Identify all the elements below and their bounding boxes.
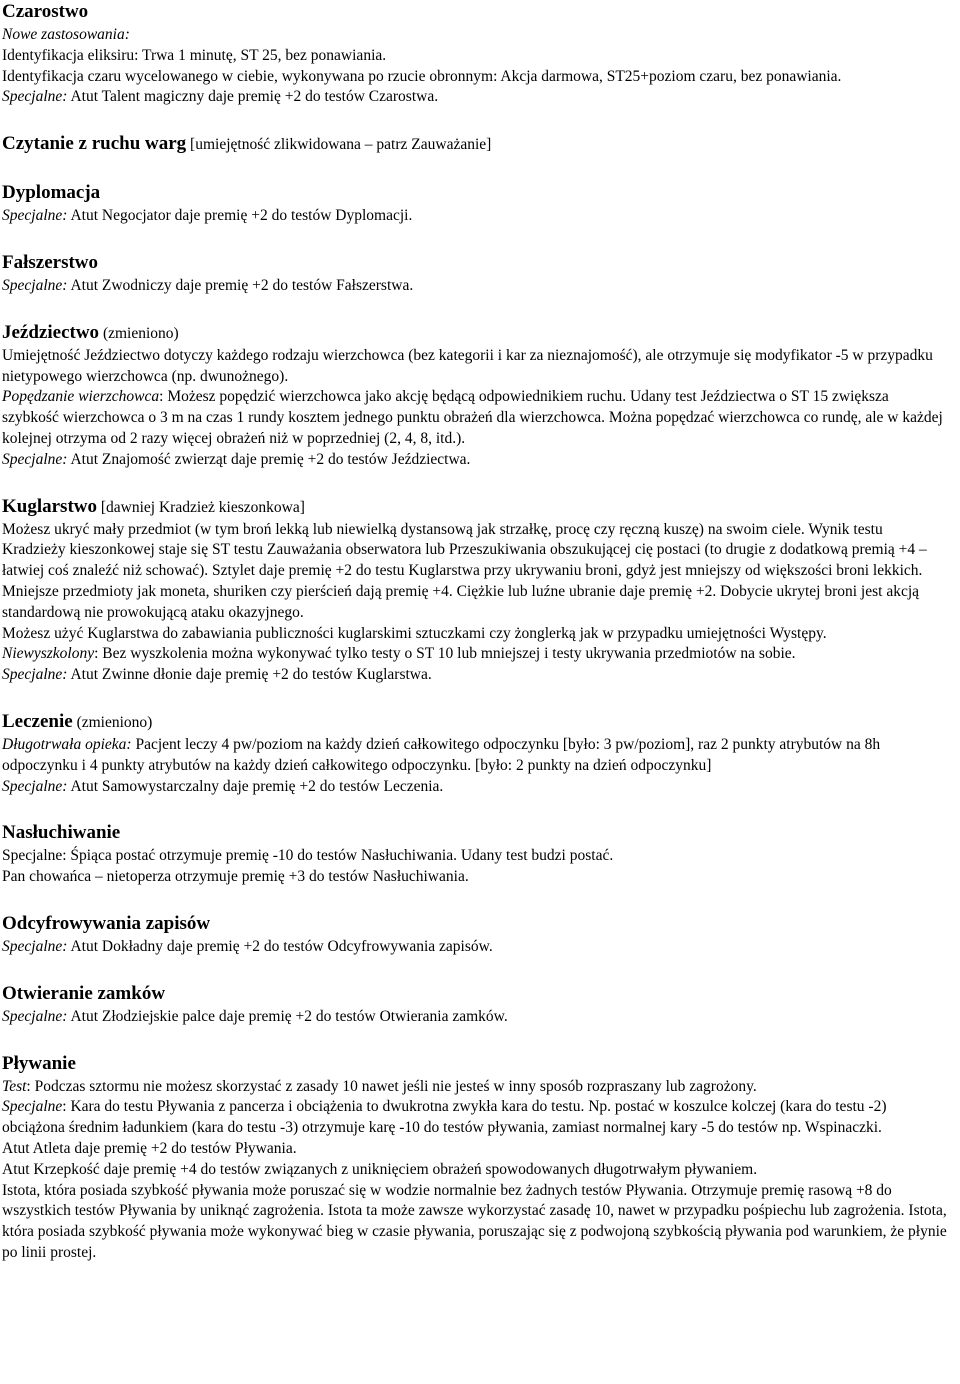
paragraph bbox=[2, 346, 948, 388]
paragraph-text: Atut Samowystarczalny daje premię +2 do testów Leczenia. bbox=[67, 777, 444, 795]
paragraph bbox=[2, 735, 948, 777]
section bbox=[2, 251, 948, 297]
paragraph-label: Test bbox=[2, 1077, 27, 1095]
paragraph bbox=[2, 665, 948, 686]
paragraph bbox=[2, 1097, 948, 1139]
paragraph bbox=[2, 1007, 948, 1028]
section bbox=[2, 321, 948, 471]
paragraph-text: Identyfikacja czaru wycelowanego w ciebie, wykonywana po rzucie obronnym: Akcja darmowa, ST25+poziom czaru, bez ponawiania. bbox=[2, 67, 842, 85]
paragraph bbox=[2, 1077, 948, 1098]
paragraph bbox=[2, 387, 948, 449]
section-heading bbox=[2, 321, 948, 346]
section bbox=[2, 710, 948, 797]
section-title: Czarostwo bbox=[2, 1, 89, 22]
paragraph bbox=[2, 846, 948, 867]
section-heading bbox=[2, 710, 948, 735]
section bbox=[2, 1052, 948, 1264]
section-spacer bbox=[2, 108, 948, 132]
paragraph bbox=[2, 46, 948, 67]
section bbox=[2, 982, 948, 1028]
section-title: Kuglarstwo bbox=[2, 495, 97, 517]
paragraph-text: Atut Zwinne dłonie daje premię +2 do testów Kuglarstwa. bbox=[67, 666, 432, 684]
section bbox=[2, 912, 948, 958]
section-heading bbox=[2, 982, 948, 1007]
section bbox=[2, 181, 948, 227]
paragraph-text: Atut Znajomość zwierząt daje premię +2 do testów Jeździectwa. bbox=[67, 450, 471, 468]
paragraph-text: Istota, która posiada szybkość pływania może poruszać się w wodzie normalnie bez żadnych testów Pływania. Otrzymuje premię rasową +8 do wszystkich testów Pływania by uniknąć zagrożenia. Istota ta może zawsze wykorzystać zasadę 10, nawet w przypadku pośpiechu lub zagrożenia. Istota, która posiada szybkość pływania może wykonywać bieg w czasie pływania, poruszając się z podwojoną szybkością pływania pod warunkiem, że płynie po linii prostej. bbox=[2, 1181, 947, 1261]
section-heading bbox=[2, 495, 948, 520]
section-spacer bbox=[2, 888, 948, 912]
paragraph-text: Możesz ukryć mały przedmiot (w tym broń lekką lub niewielką dystansową jak strzałkę, procę czy ręczną kuszę) na swoim ciele. Wynik testu Kradzieży kieszonkowej staje się ST testu Zauważania obserwatora lub Przeszukiwania obszukującej cię postaci (to drugie z dodatkową premią +4 – łatwiej coś znaleźć niż schować). Sztylet daje premię +2 do testu Kuglarstwa przy ukrywaniu broni, gdyż jest mniejszy od większości broni lekkich. Mniejsze przedmioty jak moneta, shuriken czy pierścień dają premię +4. Ciężkie lub luźne ubranie daje premię +2. Dobycie ukrytej broni jest akcją standardową nie prowokującą ataku okazyjnego. bbox=[2, 520, 927, 621]
paragraph-text: Atut Talent magiczny daje premię +2 do testów Czarostwa. bbox=[67, 88, 439, 106]
section-note: [umiejętność zlikwidowana – patrz Zauważanie] bbox=[186, 136, 492, 154]
section-spacer bbox=[2, 958, 948, 982]
paragraph-text: Atut Zwodniczy daje premię +2 do testów Fałszerstwa. bbox=[67, 276, 414, 294]
section bbox=[2, 132, 948, 157]
section bbox=[2, 495, 948, 686]
paragraph bbox=[2, 937, 948, 958]
paragraph-label: Specjalne: bbox=[2, 1007, 68, 1025]
section-heading bbox=[2, 821, 948, 846]
paragraph-text: : Możesz popędzić wierzchowca jako akcję będącą odpowiednikiem ruchu. Udany test Jeździectwa o ST 15 zwiększa szybkość wierzchowca o 3 m na czas 1 rundy kosztem jednego punktu obrażeń dla wierzchowca. Można popędzać wierzchowca co rundę, ale w każdej kolejnej otrzyma od 2 razy więcej obrażeń niż w poprzedniej (2, 4, 8, itd.). bbox=[2, 388, 943, 447]
paragraph-label: Specjalne: bbox=[2, 937, 68, 955]
section-title: Fałszerstwo bbox=[2, 251, 99, 273]
section-note: [dawniej Kradzież kieszonkowa] bbox=[97, 498, 305, 516]
paragraph-text: Atut Dokładny daje premię +2 do testów Odcyfrowywania zapisów. bbox=[67, 937, 493, 955]
section-spacer bbox=[2, 1028, 948, 1052]
section-title: Leczenie bbox=[2, 710, 73, 732]
paragraph bbox=[2, 87, 948, 108]
paragraph bbox=[2, 276, 948, 297]
paragraph-label: Nowe zastosowania: bbox=[2, 26, 130, 43]
paragraph-label: Popędzanie wierzchowca bbox=[2, 388, 160, 406]
section bbox=[2, 0, 948, 108]
section-title: Otwieranie zamków bbox=[2, 982, 166, 1004]
section-spacer bbox=[2, 797, 948, 821]
paragraph-label: Specjalne: bbox=[2, 666, 68, 684]
paragraph bbox=[2, 520, 948, 624]
section bbox=[2, 821, 948, 888]
paragraph bbox=[2, 777, 948, 798]
section-title: Nasłuchiwanie bbox=[2, 822, 121, 844]
paragraph-text: Atut Złodziejskie palce daje premię +2 do testów Otwierania zamków. bbox=[67, 1007, 508, 1025]
paragraph-text: : Kara do testu Pływania z pancerza i obciążenia to dwukrotna zwykła kara do testu. Np. postać w koszulce kolczej (kara do testu -2) obciążona średnim ładunkiem (kara do testu -3) otrzymuje karę -10 do testów pływania, zamiast normalnej kary -5 do testów np. Wspinaczki. bbox=[2, 1098, 887, 1137]
paragraph bbox=[2, 67, 948, 88]
paragraph bbox=[2, 1181, 948, 1264]
paragraph-text: Pan chowańca – nietoperza otrzymuje premię +3 do testów Nasłuchiwania. bbox=[2, 868, 469, 886]
paragraph-text: Możesz użyć Kuglarstwa do zabawiania publiczności kuglarskimi sztuczkami czy żonglerką jak w przypadku umiejętności Występy. bbox=[2, 624, 827, 642]
paragraph-text: : Bez wyszkolenia można wykonywać tylko testy o ST 10 lub mniejszej i testy ukrywania przedmiotów na sobie. bbox=[94, 645, 796, 663]
paragraph bbox=[2, 206, 948, 227]
paragraph-label: Specjalne: bbox=[2, 276, 68, 294]
paragraph bbox=[2, 644, 948, 665]
paragraph-text: Pacjent leczy 4 pw/poziom na każdy dzień całkowitego odpoczynku [było: 3 pw/poziom], raz 2 punkty atrybutów na 8h odpoczynku i 4 punkty atrybutów na każdy dzień całkowitego odpoczynku. [było: 2 punkty na dzień odpoczynku] bbox=[2, 735, 881, 774]
section-heading bbox=[2, 912, 948, 937]
section-spacer bbox=[2, 471, 948, 495]
section-spacer bbox=[2, 297, 948, 321]
section-title: Dyplomacja bbox=[2, 182, 101, 204]
paragraph-text: : Podczas sztormu nie możesz skorzystać z zasady 10 nawet jeśli nie jesteś w inny sposób rozpraszany lub zagrożony. bbox=[26, 1077, 757, 1095]
section-heading bbox=[2, 132, 948, 157]
paragraph-label: Specjalne: bbox=[2, 88, 68, 106]
paragraph-text: Atut Atleta daje premię +2 do testów Pływania. bbox=[2, 1139, 297, 1157]
paragraph-text: Atut Krzepkość daje premię +4 do testów związanych z uniknięciem obrażeń spowodowanych długotrwałym pływaniem. bbox=[2, 1160, 758, 1178]
section-heading bbox=[2, 181, 948, 206]
section-title: Czytanie z ruchu warg bbox=[2, 133, 187, 155]
section-heading bbox=[2, 251, 948, 276]
section-title: Jeździectwo bbox=[2, 321, 100, 343]
paragraph-text: Specjalne: Śpiąca postać otrzymuje premię -10 do testów Nasłuchiwania. Udany test budzi postać. bbox=[2, 847, 614, 865]
paragraph-label: Specjalne: bbox=[2, 207, 68, 225]
section-title: Odcyfrowywania zapisów bbox=[2, 912, 211, 934]
paragraph bbox=[2, 450, 948, 471]
section-note: (zmieniono) bbox=[72, 713, 153, 731]
paragraph bbox=[2, 867, 948, 888]
section-title: Pływanie bbox=[2, 1052, 76, 1074]
paragraph-label: Specjalne: bbox=[2, 777, 68, 795]
section-spacer bbox=[2, 686, 948, 710]
paragraph-label: Specjalne: bbox=[2, 450, 68, 468]
section-note: (zmieniono) bbox=[99, 324, 179, 342]
paragraph-label: Specjalne bbox=[2, 1098, 63, 1116]
section-heading bbox=[2, 1052, 948, 1077]
paragraph bbox=[2, 624, 948, 645]
paragraph bbox=[2, 1160, 948, 1181]
paragraph-label: Długotrwała opieka: bbox=[2, 735, 132, 753]
paragraph-text: Atut Negocjator daje premię +2 do testów Dyplomacji. bbox=[67, 207, 413, 225]
paragraph-text: Umiejętność Jeździectwo dotyczy każdego rodzaju wierzchowca (bez kategorii i kar za nieznajomość), ale otrzymuje się modyfikator -5 w przypadku nietypowego wierzchowca (np. dwunożnego). bbox=[2, 346, 933, 385]
section-spacer bbox=[2, 227, 948, 251]
paragraph bbox=[2, 25, 948, 46]
paragraph-label: Niewyszkolony bbox=[2, 645, 95, 663]
section-spacer bbox=[2, 157, 948, 181]
paragraph bbox=[2, 1139, 948, 1160]
paragraph-text: Identyfikacja eliksiru: Trwa 1 minutę, ST 25, bez ponawiania. bbox=[2, 46, 387, 64]
section-heading bbox=[2, 0, 948, 25]
